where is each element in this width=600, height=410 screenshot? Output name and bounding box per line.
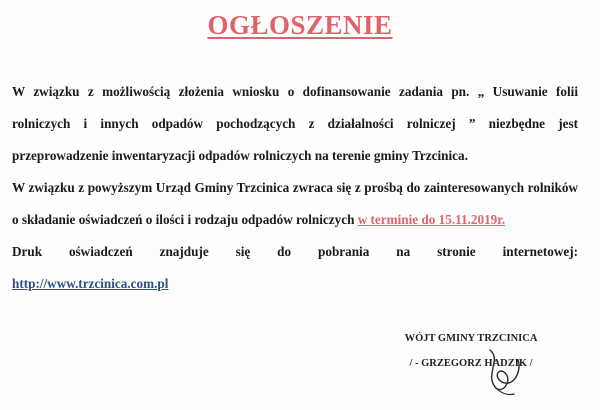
paragraph-prosba-text: W związku z powyższym Urząd Gminy Trzcinica zwraca się z prośbą do zainteresowanych rolników o składanie oświadczeń o ilości i rodzaju odpadów rolniczych (12, 180, 578, 227)
deadline-text: w terminie do 15.11.2019r. (357, 212, 506, 227)
paragraph-dofinansowanie: W związku z możliwością złożenia wniosku o dofinansowanie zadania pn. „ Usuwanie folii rolniczych i innych odpadów pochodzących z działalności rolniczej ” niezbędne jest przeprowadzenie inwentaryzacji odpadów rolniczych na terenie gminy Trzcinica. (12, 84, 578, 163)
website-link[interactable]: http://www.trzcinica.com.pl (12, 276, 169, 291)
paragraph-link (12, 268, 578, 300)
document-body (12, 76, 578, 300)
signature-name: / - GRZEGORZ HADZIK / (409, 358, 533, 369)
signature-title: WÓJT GMINY TRZCINICA (404, 333, 538, 344)
paragraph-prosba (12, 172, 578, 236)
handwritten-signature (462, 330, 562, 400)
paragraph-druk: Druk oświadczeń znajduje się do pobrania na stronie internetowej: (12, 244, 578, 259)
document-title: OGŁOSZENIE (207, 10, 393, 40)
